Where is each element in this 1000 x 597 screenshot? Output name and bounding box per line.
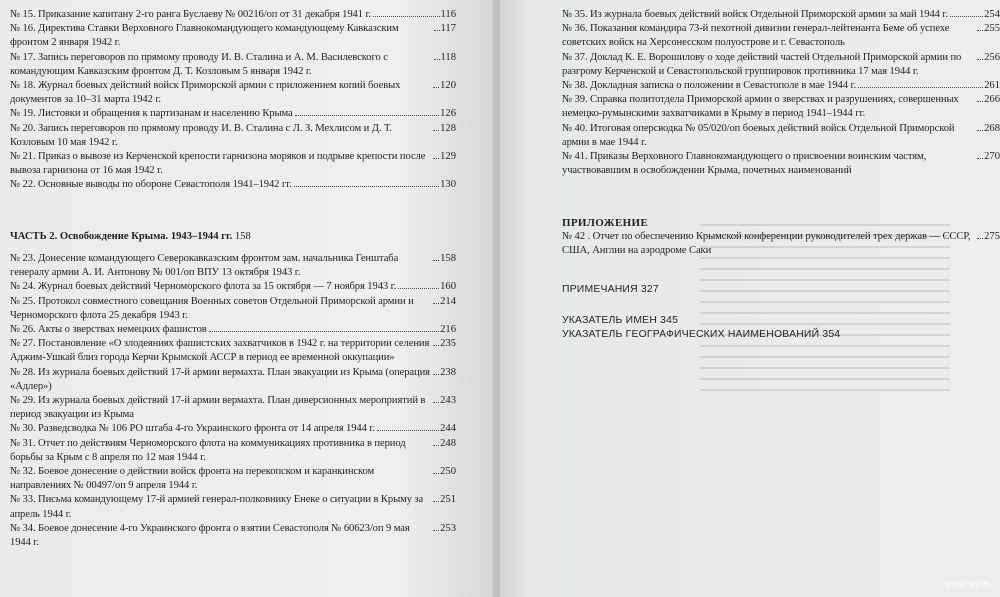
toc-entry bbox=[562, 79, 1000, 93]
leader-dots bbox=[433, 501, 439, 502]
entry-text: № 38. Докладная записка о положении в Севастополе в мае 1944 г. bbox=[562, 80, 857, 92]
index-block bbox=[562, 314, 1000, 342]
leader-dots bbox=[433, 345, 439, 346]
entry-page: 254 bbox=[984, 9, 1000, 20]
entry-page: 235 bbox=[440, 338, 456, 350]
toc-entry bbox=[562, 8, 1000, 22]
toc-entry bbox=[10, 493, 456, 521]
toc-entry bbox=[10, 337, 456, 365]
leader-dots bbox=[373, 16, 439, 17]
index-names-page: 345 bbox=[660, 315, 679, 326]
toc-entry bbox=[10, 295, 456, 323]
section-heading bbox=[10, 230, 456, 244]
entry-text: № 36. Показания командира 73-й пехотной дивизии генерал-лейтенанта Беме об успехе советских войск на Херсонесском полуострове и г. Севастополь bbox=[562, 23, 950, 49]
toc-entry bbox=[10, 366, 456, 394]
entry-text: № 21. Приказ о вывозе из Керченской крепости гарнизона моряков и подрыве крепости после вывоза гарнизона от 16 мая 1942 г. bbox=[10, 151, 426, 177]
leader-dots bbox=[433, 303, 439, 304]
toc-entry bbox=[562, 93, 1000, 121]
leader-dots bbox=[433, 130, 439, 131]
entry-text: № 26. Акты о зверствах немецких фашистов bbox=[10, 324, 207, 336]
toc-list-part2 bbox=[10, 252, 456, 550]
entry-text: № 40. Итоговая оперсводка № 05/020/оп боевых действий войск Отдельной Приморской армии в мае 1944 г. bbox=[562, 122, 955, 148]
toc-entry bbox=[10, 178, 456, 192]
leader-dots bbox=[977, 238, 983, 239]
entry-text: № 25. Протокол совместного совещания Военных советов Отдельной Приморской армии и Черноморского флота 25 декабря 1943 г. bbox=[10, 295, 414, 321]
toc-list-part1 bbox=[10, 8, 456, 193]
toc-entry bbox=[10, 522, 456, 550]
entry-page: 275 bbox=[984, 231, 1000, 243]
leader-dots bbox=[977, 101, 983, 102]
toc-entry bbox=[10, 107, 456, 121]
entry-page: 158 bbox=[440, 253, 456, 264]
entry-text: № 42 . Отчет по обеспечению Крымской конференции руководителей трех держав — СССР, США, Англии на аэродроме Саки bbox=[562, 231, 971, 257]
entry-page: 244 bbox=[440, 423, 456, 435]
leader-dots bbox=[950, 16, 983, 17]
leader-dots bbox=[977, 130, 983, 131]
leader-dots bbox=[377, 430, 439, 431]
leader-dots bbox=[294, 186, 439, 187]
toc-entry bbox=[10, 22, 456, 50]
appendix-block bbox=[562, 216, 1000, 259]
entry-text: № 22. Основные выводы по обороне Севастополя 1941–1942 гг. bbox=[10, 179, 292, 191]
entry-page: 120 bbox=[440, 80, 456, 92]
entry-page: 129 bbox=[440, 151, 456, 163]
appendix-title: ПРИЛОЖЕНИЕ bbox=[562, 217, 648, 229]
entry-page: 270 bbox=[984, 151, 1000, 163]
index-names-title: УКАЗАТЕЛЬ ИМЕН bbox=[562, 315, 658, 326]
entry-page: 243 bbox=[440, 395, 456, 407]
entry-text: № 32. Боевое донесение о действии войск фронта на перекопском и каранкинском направлениях № 00497/оп 9 апреля 1944 г. bbox=[10, 466, 375, 492]
entry-text: № 37. Доклад К. Е. Ворошилову о ходе действий частей Отдельной Приморской армии по разгрому Керченской и Севастопольской группировок противника 17 мая 1944 г. bbox=[562, 51, 962, 77]
show-through-text bbox=[700, 215, 950, 545]
entry-text: № 34. Боевое донесение 4-го Украинского фронта о взятии Севастополя № 60623/оп 9 мая 1944 г. bbox=[10, 522, 410, 549]
left-page bbox=[0, 0, 494, 597]
entry-text: № 19. Листовки и обращения к партизанам и населению Крыма bbox=[10, 108, 293, 120]
notes-page: 327 bbox=[640, 284, 659, 295]
section-title: ЧАСТЬ 2. Освобождение Крыма. 1943–1944 гг. bbox=[10, 231, 233, 242]
entry-page: 238 bbox=[440, 366, 456, 378]
appendix-entry bbox=[562, 230, 1000, 258]
entry-text: № 16. Директива Ставки Верховного Главнокомандующего командующему Кавказским фронтом 2 января 1942 г. bbox=[10, 23, 399, 49]
leader-dots bbox=[858, 87, 983, 88]
entry-text: № 17. Запись переговоров по прямому проводу И. В. Сталина и А. М. Василевского с командующим Кавказским фронтом Д. Т. Козловым 5 января 1942 г. bbox=[10, 51, 388, 77]
toc-entry bbox=[10, 437, 456, 465]
entry-page: 214 bbox=[440, 295, 456, 307]
entry-page: 117 bbox=[440, 23, 456, 35]
entry-text: № 27. Постановление «О злодеяниях фашистских захватчиков в 1942 г. на территории селения Аджим-Ушкай близ города Керчи Крымской АССР в период ее временной оккупации» bbox=[10, 338, 430, 364]
entry-text: № 39. Справка политотдела Приморской армии о зверствах и разрушениях, совершенных немецко-румынскими захватчиками в Крыму в период 1941–1944 гг. bbox=[562, 94, 959, 120]
entry-page: 256 bbox=[984, 51, 1000, 63]
leader-dots bbox=[209, 331, 439, 332]
entry-page: 116 bbox=[440, 9, 456, 20]
entry-page: 255 bbox=[984, 23, 1000, 35]
entry-text: № 15. Приказание капитану 2-го ранга Буслаеву № 00216/оп от 31 декабря 1941 г. bbox=[10, 9, 372, 20]
index-geo-title: УКАЗАТЕЛЬ ГЕОГРАФИЧЕСКИХ НАИМЕНОВАНИЙ bbox=[562, 329, 820, 341]
toc-entry bbox=[562, 51, 1000, 79]
leader-dots bbox=[433, 473, 439, 474]
entry-text: № 23. Донесение командующего Северокавказским фронтом зам. начальника Генштаба генералу армии А. И. Антонову № 001/оп ВПУ 13 октября 1943 г. bbox=[10, 253, 399, 279]
entry-text: № 30. Разведсводка № 106 РО штаба 4-го Украинского фронта от 14 апреля 1944 г. bbox=[10, 423, 375, 435]
toc-entry bbox=[562, 150, 1000, 178]
toc-entry bbox=[10, 79, 456, 107]
entry-page: 118 bbox=[440, 51, 456, 63]
toc-entry bbox=[10, 150, 456, 178]
watermark: www.ay.by bbox=[944, 580, 994, 591]
toc-entry bbox=[10, 465, 456, 493]
toc-entry bbox=[10, 8, 456, 22]
right-page bbox=[500, 0, 1000, 597]
toc-entry bbox=[562, 22, 1000, 50]
toc-entry bbox=[10, 422, 456, 436]
entry-page: 128 bbox=[440, 122, 456, 134]
entry-page: 268 bbox=[984, 122, 1000, 134]
entry-page: 216 bbox=[440, 324, 456, 336]
entry-text: № 41. Приказы Верховного Главнокомандующего о присвоении воинским частям, участвовавшим в освобождении Крыма, почетных наименований bbox=[562, 151, 927, 177]
leader-dots bbox=[433, 158, 439, 159]
leader-dots bbox=[433, 260, 439, 261]
entry-page: 250 bbox=[440, 466, 456, 478]
leader-dots bbox=[434, 59, 440, 60]
entry-text: № 33. Письма командующему 17-й армией генерал-полковнику Енеке о ситуации в Крыму за апрель 1944 г. bbox=[10, 494, 424, 520]
leader-dots bbox=[433, 530, 439, 531]
toc-list-right bbox=[562, 8, 1000, 178]
entry-page: 266 bbox=[984, 94, 1000, 106]
leader-dots bbox=[977, 158, 983, 159]
toc-entry bbox=[10, 122, 456, 150]
entry-text: № 31. Отчет по действиям Черноморского флота на коммуникациях противника в период борьбы за Крым с 8 апреля по 12 мая 1944 г. bbox=[10, 437, 406, 463]
entry-text: № 20. Запись переговоров по прямому проводу И. В. Сталина с Л. З. Мехлисом и Д. Т. Козловым 10 мая 1942 г. bbox=[10, 122, 392, 148]
entry-page: 253 bbox=[440, 522, 456, 534]
entry-page: 251 bbox=[440, 494, 456, 506]
entry-page: 248 bbox=[440, 437, 456, 449]
entry-text: № 28. Из журнала боевых действий 17-й армии вермахта. План эвакуации из Крыма (операция «Адлер») bbox=[10, 366, 430, 392]
index-geo-page: 354 bbox=[822, 329, 841, 341]
leader-dots bbox=[433, 87, 439, 88]
entry-page: 261 bbox=[984, 80, 1000, 92]
entry-page: 130 bbox=[440, 179, 456, 191]
toc-entry bbox=[10, 280, 456, 294]
leader-dots bbox=[295, 115, 439, 116]
entry-page: 160 bbox=[440, 281, 456, 293]
leader-dots bbox=[977, 30, 983, 31]
entry-text: № 35. Из журнала боевых действий войск Отдельной Приморской армии за май 1944 г. bbox=[562, 9, 949, 20]
entry-text: № 18. Журнал боевых действий войск Приморской армии с приложением копий боевых документов за 10–31 марта 1942 г. bbox=[10, 80, 401, 106]
toc-entry bbox=[10, 323, 456, 337]
leader-dots bbox=[433, 445, 439, 446]
toc-entry bbox=[562, 122, 1000, 150]
leader-dots bbox=[433, 402, 439, 403]
entry-page: 126 bbox=[440, 108, 456, 120]
toc-entry bbox=[10, 51, 456, 79]
toc-entry bbox=[10, 252, 456, 280]
entry-text: № 29. Из журнала боевых действий 17-й армии вермахта. План диверсионных мероприятий в период эвакуации из Крыма bbox=[10, 395, 426, 421]
notes-block bbox=[562, 283, 1000, 297]
leader-dots bbox=[434, 30, 440, 31]
section-page: 158 bbox=[234, 231, 251, 242]
entry-text: № 24. Журнал боевых действий Черноморского флота за 15 октября — 7 ноября 1943 г. bbox=[10, 281, 397, 293]
leader-dots bbox=[977, 59, 983, 60]
toc-entry bbox=[10, 394, 456, 422]
leader-dots bbox=[398, 288, 439, 289]
notes-title: ПРИМЕЧАНИЯ bbox=[562, 284, 638, 295]
leader-dots bbox=[433, 374, 439, 375]
